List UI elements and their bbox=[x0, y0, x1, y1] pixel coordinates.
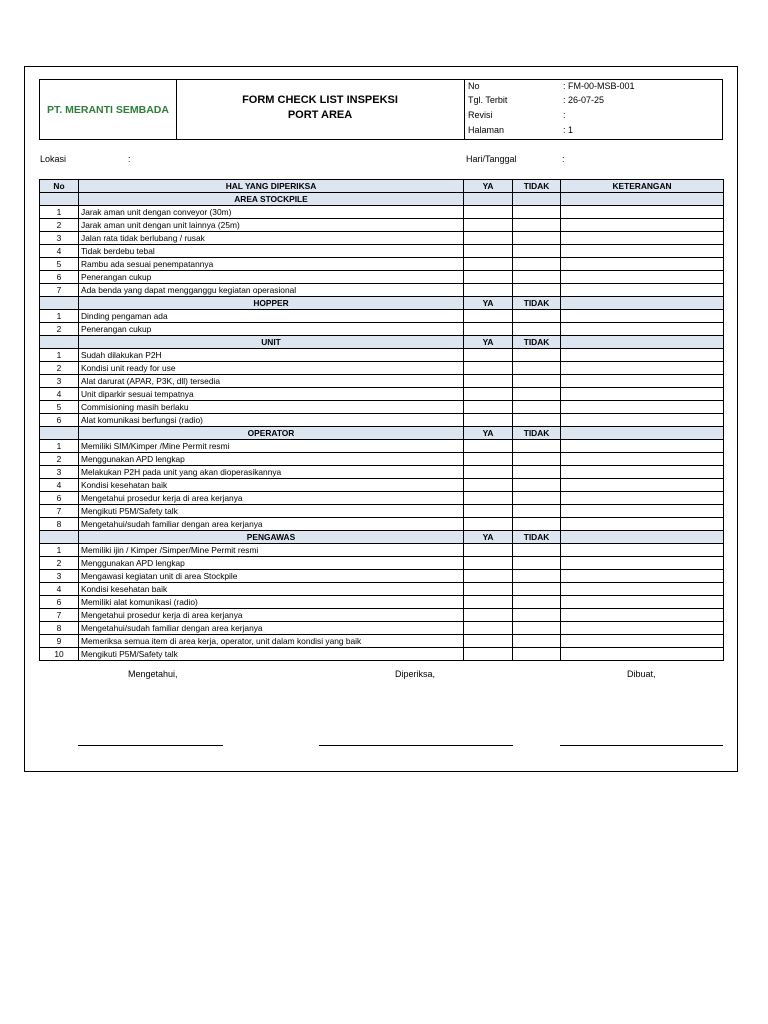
no-checkbox-cell[interactable] bbox=[513, 596, 561, 609]
yes-checkbox-cell[interactable] bbox=[464, 206, 513, 219]
remarks-cell[interactable] bbox=[561, 271, 724, 284]
section-yes-header bbox=[464, 193, 513, 206]
table-row bbox=[40, 323, 724, 336]
remarks-cell[interactable] bbox=[561, 453, 724, 466]
yes-checkbox-cell[interactable] bbox=[464, 453, 513, 466]
no-checkbox-cell[interactable] bbox=[513, 245, 561, 258]
table-row bbox=[40, 609, 724, 622]
no-checkbox-cell[interactable] bbox=[513, 453, 561, 466]
item-description: Mengetahui/sudah familiar dengan area kerjanya bbox=[79, 518, 464, 531]
no-checkbox-cell[interactable] bbox=[513, 635, 561, 648]
section-title: HOPPER bbox=[79, 297, 464, 310]
item-description: Alat darurat (APAR, P3K, dll) tersedia bbox=[79, 375, 464, 388]
yes-checkbox-cell[interactable] bbox=[464, 466, 513, 479]
item-description: Ada benda yang dapat mengganggu kegiatan operasional bbox=[79, 284, 464, 297]
item-description: Memiliki SIM/Kimper /Mine Permit resmi bbox=[79, 440, 464, 453]
remarks-cell[interactable] bbox=[561, 544, 724, 557]
section-no-cell bbox=[40, 336, 79, 349]
no-checkbox-cell[interactable] bbox=[513, 388, 561, 401]
table-row bbox=[40, 570, 724, 583]
form-title bbox=[176, 80, 465, 139]
item-number: 4 bbox=[40, 388, 79, 401]
item-number: 9 bbox=[40, 635, 79, 648]
checked-label: Diperiksa, bbox=[395, 669, 436, 679]
item-description: Jalan rata tidak berlubang / rusak bbox=[79, 232, 464, 245]
yes-checkbox-cell[interactable] bbox=[464, 323, 513, 336]
item-description: Memiliki ijin / Kimper /Simper/Mine Permit resmi bbox=[79, 544, 464, 557]
meta-label: Revisi bbox=[468, 110, 493, 120]
meta-label: No bbox=[468, 81, 480, 91]
yes-checkbox-cell[interactable] bbox=[464, 479, 513, 492]
meta-value: : FM-00-MSB-001 bbox=[563, 81, 635, 91]
yes-checkbox-cell[interactable] bbox=[464, 375, 513, 388]
item-description: Mengetahui prosedur kerja di area kerjanya bbox=[79, 609, 464, 622]
item-number: 6 bbox=[40, 596, 79, 609]
title-line-2: PORT AREA bbox=[287, 109, 353, 121]
item-description: Melakukan P2H pada unit yang akan dioperasikannya bbox=[79, 466, 464, 479]
item-number: 4 bbox=[40, 583, 79, 596]
location-colon: : bbox=[128, 154, 131, 164]
item-description: Jarak aman unit dengan unit lainnya (25m) bbox=[79, 219, 464, 232]
item-number: 1 bbox=[40, 310, 79, 323]
section-title: PENGAWAS bbox=[79, 531, 464, 544]
remarks-cell[interactable] bbox=[561, 557, 724, 570]
table-row bbox=[40, 349, 724, 362]
yes-checkbox-cell[interactable] bbox=[464, 544, 513, 557]
remarks-cell[interactable] bbox=[561, 323, 724, 336]
document-meta bbox=[466, 80, 722, 139]
no-checkbox-cell[interactable] bbox=[513, 206, 561, 219]
section-yes-header: YA bbox=[464, 427, 513, 440]
form-header bbox=[39, 79, 723, 140]
item-description: Mengikuti P5M/Safety talk bbox=[79, 648, 464, 661]
yes-checkbox-cell[interactable] bbox=[464, 635, 513, 648]
table-row bbox=[40, 453, 724, 466]
no-checkbox-cell[interactable] bbox=[513, 570, 561, 583]
yes-checkbox-cell[interactable] bbox=[464, 258, 513, 271]
checklist-table bbox=[39, 179, 724, 661]
no-checkbox-cell[interactable] bbox=[513, 648, 561, 661]
item-description: Commisioning masih berlaku bbox=[79, 401, 464, 414]
remarks-cell[interactable] bbox=[561, 479, 724, 492]
title-line-1: FORM CHECK LIST INSPEKSI bbox=[242, 94, 398, 106]
yes-checkbox-cell[interactable] bbox=[464, 245, 513, 258]
col-header-remarks: KETERANGAN bbox=[561, 180, 724, 193]
item-description: Jarak aman unit dengan conveyor (30m) bbox=[79, 206, 464, 219]
item-number: 7 bbox=[40, 609, 79, 622]
table-row bbox=[40, 505, 724, 518]
table-row bbox=[40, 557, 724, 570]
checked-signature-line bbox=[319, 745, 513, 746]
table-row bbox=[40, 492, 724, 505]
section-no-cell bbox=[40, 531, 79, 544]
yes-checkbox-cell[interactable] bbox=[464, 505, 513, 518]
prepared-label: Dibuat, bbox=[627, 669, 656, 679]
item-number: 3 bbox=[40, 232, 79, 245]
table-row bbox=[40, 583, 724, 596]
yes-checkbox-cell[interactable] bbox=[464, 310, 513, 323]
item-number: 8 bbox=[40, 518, 79, 531]
yes-checkbox-cell[interactable] bbox=[464, 232, 513, 245]
section-title: AREA STOCKPILE bbox=[79, 193, 464, 206]
section-title: UNIT bbox=[79, 336, 464, 349]
item-number: 1 bbox=[40, 206, 79, 219]
table-row bbox=[40, 648, 724, 661]
item-number: 2 bbox=[40, 362, 79, 375]
no-checkbox-cell[interactable] bbox=[513, 232, 561, 245]
yes-checkbox-cell[interactable] bbox=[464, 648, 513, 661]
meta-value: : bbox=[563, 110, 566, 120]
no-checkbox-cell[interactable] bbox=[513, 258, 561, 271]
remarks-cell[interactable] bbox=[561, 362, 724, 375]
section-remarks-cell bbox=[561, 336, 724, 349]
yes-checkbox-cell[interactable] bbox=[464, 557, 513, 570]
section-yes-header: YA bbox=[464, 336, 513, 349]
item-description: Dinding pengaman ada bbox=[79, 310, 464, 323]
remarks-cell[interactable] bbox=[561, 466, 724, 479]
yes-checkbox-cell[interactable] bbox=[464, 362, 513, 375]
section-no-header: TIDAK bbox=[513, 336, 561, 349]
item-description: Kondisi unit ready for use bbox=[79, 362, 464, 375]
item-description: Menggunakan APD lengkap bbox=[79, 557, 464, 570]
yes-checkbox-cell[interactable] bbox=[464, 349, 513, 362]
yes-checkbox-cell[interactable] bbox=[464, 388, 513, 401]
meta-label: Halaman bbox=[468, 125, 505, 135]
remarks-cell[interactable] bbox=[561, 310, 724, 323]
location-label: Lokasi bbox=[40, 154, 67, 164]
remarks-cell[interactable] bbox=[561, 596, 724, 609]
item-number: 6 bbox=[40, 492, 79, 505]
table-row bbox=[40, 219, 724, 232]
meta-value: : 26-07-25 bbox=[563, 95, 605, 105]
table-row bbox=[40, 388, 724, 401]
item-number: 4 bbox=[40, 479, 79, 492]
table-row bbox=[40, 310, 724, 323]
acknowledged-label: Mengetahui, bbox=[128, 669, 178, 679]
item-number: 6 bbox=[40, 414, 79, 427]
no-checkbox-cell[interactable] bbox=[513, 479, 561, 492]
table-row bbox=[40, 479, 724, 492]
no-checkbox-cell[interactable] bbox=[513, 505, 561, 518]
remarks-cell[interactable] bbox=[561, 414, 724, 427]
item-description: Mengawasi kegiatan unit di area Stockpile bbox=[79, 570, 464, 583]
table-row bbox=[40, 622, 724, 635]
remarks-cell[interactable] bbox=[561, 583, 724, 596]
section-no-cell bbox=[40, 427, 79, 440]
table-row bbox=[40, 284, 724, 297]
remarks-cell[interactable] bbox=[561, 349, 724, 362]
no-checkbox-cell[interactable] bbox=[513, 518, 561, 531]
section-header-row bbox=[40, 427, 724, 440]
remarks-cell[interactable] bbox=[561, 609, 724, 622]
remarks-cell[interactable] bbox=[561, 635, 724, 648]
item-description: Kondisi kesehatan baik bbox=[79, 479, 464, 492]
prepared-signature-line bbox=[560, 745, 723, 746]
remarks-cell[interactable] bbox=[561, 232, 724, 245]
section-remarks-cell bbox=[561, 427, 724, 440]
meta-row-issue-date bbox=[466, 94, 722, 110]
item-number: 2 bbox=[40, 453, 79, 466]
item-number: 3 bbox=[40, 466, 79, 479]
yes-checkbox-cell[interactable] bbox=[464, 570, 513, 583]
meta-row-revision bbox=[466, 109, 722, 125]
no-checkbox-cell[interactable] bbox=[513, 219, 561, 232]
no-checkbox-cell[interactable] bbox=[513, 323, 561, 336]
item-number: 5 bbox=[40, 401, 79, 414]
remarks-cell[interactable] bbox=[561, 505, 724, 518]
yes-checkbox-cell[interactable] bbox=[464, 609, 513, 622]
col-header-no: No bbox=[40, 180, 79, 193]
section-no-cell bbox=[40, 193, 79, 206]
table-row bbox=[40, 362, 724, 375]
no-checkbox-cell[interactable] bbox=[513, 401, 561, 414]
col-header-yes: YA bbox=[464, 180, 513, 193]
no-checkbox-cell[interactable] bbox=[513, 349, 561, 362]
table-row bbox=[40, 401, 724, 414]
yes-checkbox-cell[interactable] bbox=[464, 284, 513, 297]
no-checkbox-cell[interactable] bbox=[513, 271, 561, 284]
yes-checkbox-cell[interactable] bbox=[464, 518, 513, 531]
yes-checkbox-cell[interactable] bbox=[464, 440, 513, 453]
item-description: Memiliki alat komunikasi (radio) bbox=[79, 596, 464, 609]
no-checkbox-cell[interactable] bbox=[513, 414, 561, 427]
table-row bbox=[40, 258, 724, 271]
item-description: Kondisi kesehatan baik bbox=[79, 583, 464, 596]
table-row bbox=[40, 271, 724, 284]
date-colon: : bbox=[562, 154, 565, 164]
section-no-header bbox=[513, 193, 561, 206]
remarks-cell[interactable] bbox=[561, 206, 724, 219]
no-checkbox-cell[interactable] bbox=[513, 284, 561, 297]
no-checkbox-cell[interactable] bbox=[513, 609, 561, 622]
col-header-item: HAL YANG DIPERIKSA bbox=[79, 180, 464, 193]
item-number: 3 bbox=[40, 570, 79, 583]
item-description: Rambu ada sesuai penempatannya bbox=[79, 258, 464, 271]
no-checkbox-cell[interactable] bbox=[513, 310, 561, 323]
item-number: 8 bbox=[40, 622, 79, 635]
item-number: 1 bbox=[40, 349, 79, 362]
col-header-no-answer: TIDAK bbox=[513, 180, 561, 193]
no-checkbox-cell[interactable] bbox=[513, 375, 561, 388]
remarks-cell[interactable] bbox=[561, 375, 724, 388]
no-checkbox-cell[interactable] bbox=[513, 557, 561, 570]
section-header-row bbox=[40, 336, 724, 349]
remarks-cell[interactable] bbox=[561, 219, 724, 232]
table-row bbox=[40, 544, 724, 557]
table-row bbox=[40, 245, 724, 258]
item-number: 7 bbox=[40, 284, 79, 297]
company-name: PT. MERANTI SEMBADA bbox=[40, 80, 177, 139]
yes-checkbox-cell[interactable] bbox=[464, 596, 513, 609]
no-checkbox-cell[interactable] bbox=[513, 440, 561, 453]
remarks-cell[interactable] bbox=[561, 492, 724, 505]
meta-row-page bbox=[466, 124, 722, 139]
date-label: Hari/Tanggal bbox=[466, 154, 517, 164]
table-row bbox=[40, 635, 724, 648]
yes-checkbox-cell[interactable] bbox=[464, 401, 513, 414]
section-yes-header: YA bbox=[464, 297, 513, 310]
item-description: Mengikuti P5M/Safety talk bbox=[79, 505, 464, 518]
remarks-cell[interactable] bbox=[561, 401, 724, 414]
item-description: Mengetahui prosedur kerja di area kerjanya bbox=[79, 492, 464, 505]
yes-checkbox-cell[interactable] bbox=[464, 414, 513, 427]
yes-checkbox-cell[interactable] bbox=[464, 492, 513, 505]
item-description: Tidak berdebu tebal bbox=[79, 245, 464, 258]
no-checkbox-cell[interactable] bbox=[513, 362, 561, 375]
section-header-row bbox=[40, 297, 724, 310]
no-checkbox-cell[interactable] bbox=[513, 622, 561, 635]
acknowledged-signature-line bbox=[78, 745, 223, 746]
item-number: 6 bbox=[40, 271, 79, 284]
item-number: 3 bbox=[40, 375, 79, 388]
remarks-cell[interactable] bbox=[561, 622, 724, 635]
yes-checkbox-cell[interactable] bbox=[464, 271, 513, 284]
yes-checkbox-cell[interactable] bbox=[464, 622, 513, 635]
section-remarks-cell bbox=[561, 531, 724, 544]
yes-checkbox-cell[interactable] bbox=[464, 219, 513, 232]
section-remarks-cell bbox=[561, 193, 724, 206]
table-row bbox=[40, 466, 724, 479]
item-description: Penerangan cukup bbox=[79, 323, 464, 336]
section-yes-header: YA bbox=[464, 531, 513, 544]
table-row bbox=[40, 596, 724, 609]
item-description: Mengetahui/sudah familiar dengan area kerjanya bbox=[79, 622, 464, 635]
section-remarks-cell bbox=[561, 297, 724, 310]
no-checkbox-cell[interactable] bbox=[513, 544, 561, 557]
remarks-cell[interactable] bbox=[561, 518, 724, 531]
section-no-cell bbox=[40, 297, 79, 310]
item-description: Memeriksa semua item di area kerja, operator, unit dalam kondisi yang baik bbox=[79, 635, 464, 648]
no-checkbox-cell[interactable] bbox=[513, 492, 561, 505]
no-checkbox-cell[interactable] bbox=[513, 466, 561, 479]
remarks-cell[interactable] bbox=[561, 388, 724, 401]
remarks-cell[interactable] bbox=[561, 440, 724, 453]
item-number: 5 bbox=[40, 258, 79, 271]
item-number: 2 bbox=[40, 323, 79, 336]
section-header-row bbox=[40, 193, 724, 206]
item-number: 10 bbox=[40, 648, 79, 661]
section-no-header: TIDAK bbox=[513, 297, 561, 310]
item-number: 1 bbox=[40, 440, 79, 453]
item-description: Unit diparkir sesuai tempatnya bbox=[79, 388, 464, 401]
table-row bbox=[40, 375, 724, 388]
meta-label: Tgl. Terbit bbox=[468, 95, 508, 105]
item-description: Menggunakan APD lengkap bbox=[79, 453, 464, 466]
item-number: 1 bbox=[40, 544, 79, 557]
remarks-cell[interactable] bbox=[561, 258, 724, 271]
remarks-cell[interactable] bbox=[561, 648, 724, 661]
table-row bbox=[40, 518, 724, 531]
item-number: 4 bbox=[40, 245, 79, 258]
remarks-cell[interactable] bbox=[561, 284, 724, 297]
section-no-header: TIDAK bbox=[513, 531, 561, 544]
yes-checkbox-cell[interactable] bbox=[464, 583, 513, 596]
table-row bbox=[40, 414, 724, 427]
remarks-cell[interactable] bbox=[561, 245, 724, 258]
table-row bbox=[40, 206, 724, 219]
section-no-header: TIDAK bbox=[513, 427, 561, 440]
remarks-cell[interactable] bbox=[561, 570, 724, 583]
item-description: Penerangan cukup bbox=[79, 271, 464, 284]
meta-value: : 1 bbox=[563, 125, 574, 135]
section-header-row bbox=[40, 531, 724, 544]
section-title: OPERATOR bbox=[79, 427, 464, 440]
table-row bbox=[40, 232, 724, 245]
item-description: Sudah dilakukan P2H bbox=[79, 349, 464, 362]
item-number: 7 bbox=[40, 505, 79, 518]
table-header-row bbox=[40, 180, 724, 193]
item-number: 2 bbox=[40, 557, 79, 570]
item-description: Alat komunikasi berfungsi (radio) bbox=[79, 414, 464, 427]
item-number: 2 bbox=[40, 219, 79, 232]
no-checkbox-cell[interactable] bbox=[513, 583, 561, 596]
table-row bbox=[40, 440, 724, 453]
